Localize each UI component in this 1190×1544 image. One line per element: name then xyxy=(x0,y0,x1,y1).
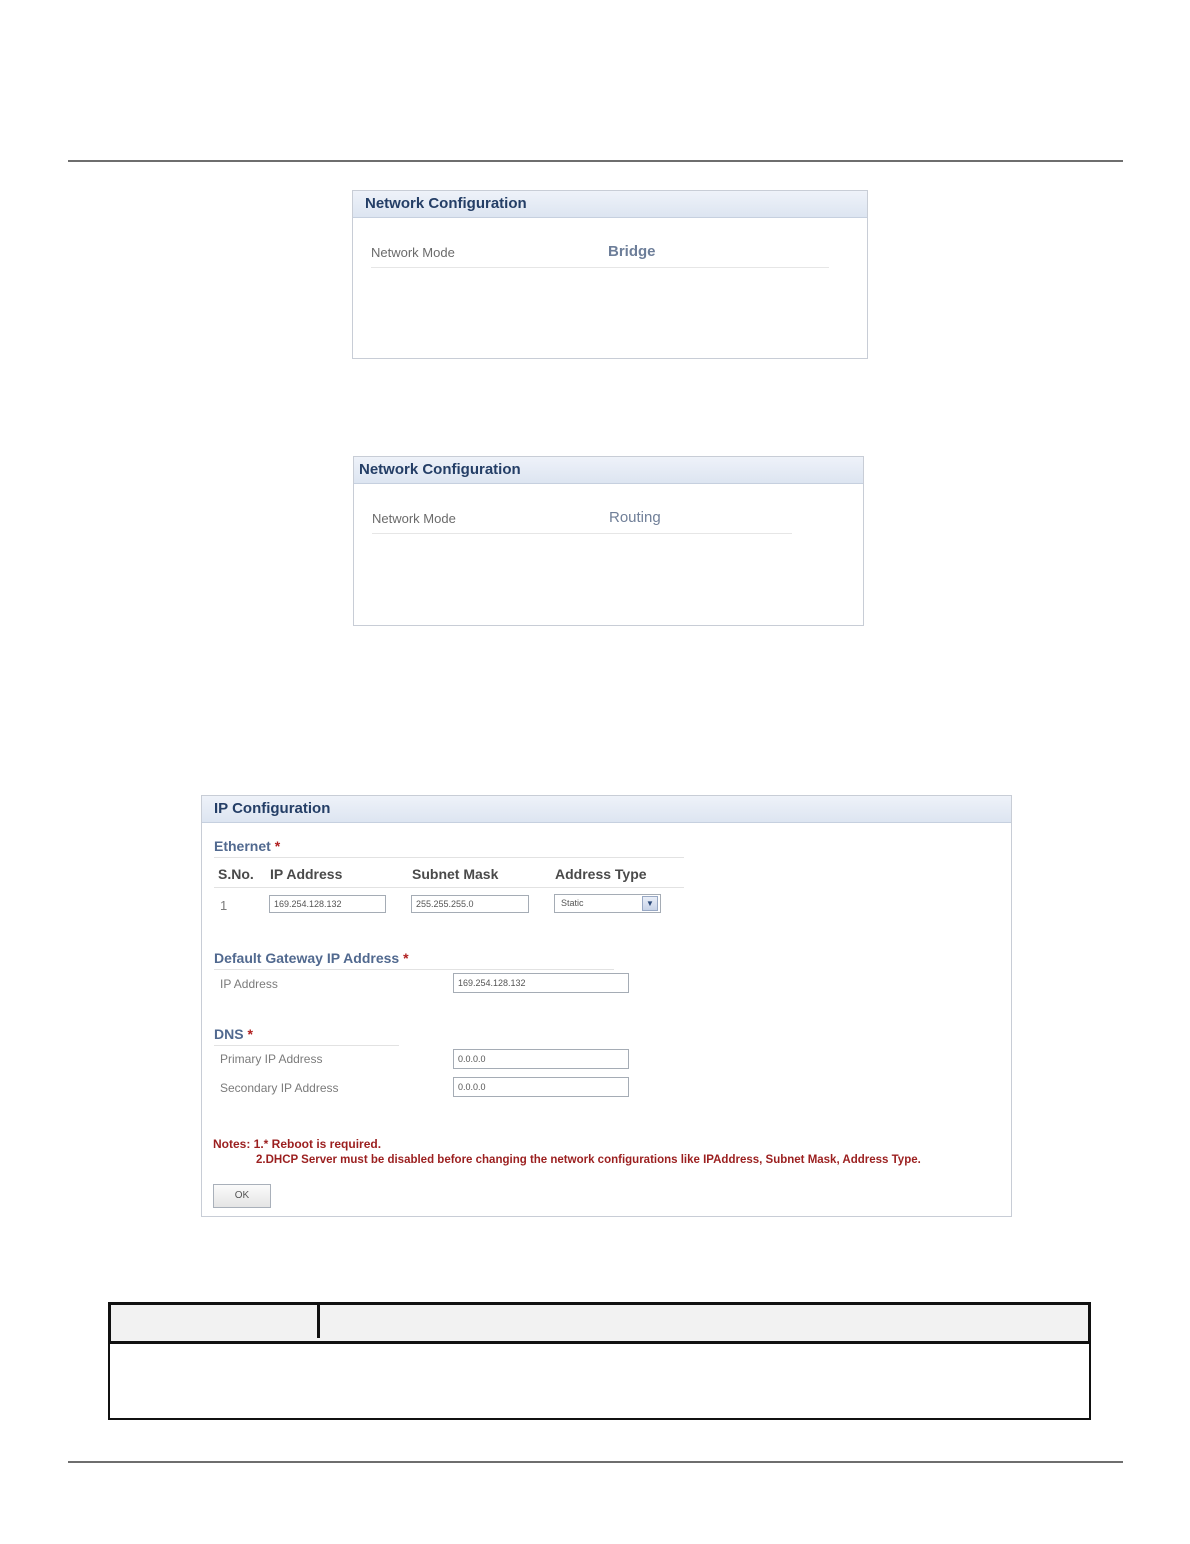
network-mode-label: Network Mode xyxy=(372,511,456,526)
primary-dns-input[interactable] xyxy=(453,1049,629,1069)
gateway-ip-label: IP Address xyxy=(220,977,278,991)
gateway-heading-text: Default Gateway IP Address xyxy=(214,950,400,966)
panel-title: Network Configuration xyxy=(354,457,863,484)
address-type-value: Static xyxy=(561,898,584,908)
secondary-dns-input[interactable] xyxy=(453,1077,629,1097)
table-header-divider xyxy=(317,1302,320,1338)
section-divider xyxy=(214,857,684,858)
network-mode-value: Routing xyxy=(609,509,661,526)
required-mark: * xyxy=(403,950,409,966)
gateway-ip-input[interactable] xyxy=(453,973,629,993)
info-table xyxy=(108,1302,1091,1418)
dns-heading xyxy=(214,1026,253,1042)
ethernet-ip-input[interactable] xyxy=(269,895,386,913)
network-mode-row xyxy=(371,239,829,268)
row-sno: 1 xyxy=(220,898,228,913)
primary-dns-label: Primary IP Address xyxy=(220,1052,323,1066)
table-body xyxy=(108,1344,1091,1420)
subnet-mask-input[interactable] xyxy=(411,895,529,913)
section-divider xyxy=(214,1045,399,1046)
network-mode-value: Bridge xyxy=(608,243,656,260)
column-subnet-mask: Subnet Mask xyxy=(412,866,499,882)
table-header xyxy=(108,1302,1091,1344)
notes-line-1: Notes: 1.* Reboot is required. xyxy=(213,1137,382,1151)
top-rule xyxy=(68,160,1123,162)
address-type-select[interactable] xyxy=(554,894,661,913)
ethernet-heading xyxy=(214,838,280,854)
panel-title: IP Configuration xyxy=(202,796,1011,823)
header-divider xyxy=(214,887,684,888)
gateway-heading xyxy=(214,950,409,966)
section-divider xyxy=(214,969,614,970)
panel-title: Network Configuration xyxy=(353,191,867,218)
network-config-panel-routing xyxy=(353,456,864,626)
ok-button[interactable]: OK xyxy=(213,1184,271,1208)
required-mark: * xyxy=(274,838,281,854)
required-mark: * xyxy=(247,1026,253,1042)
column-address-type: Address Type xyxy=(555,866,647,882)
bottom-rule xyxy=(68,1461,1123,1463)
dns-heading-text: DNS xyxy=(214,1026,244,1042)
ethernet-heading-text: Ethernet xyxy=(214,838,271,854)
chevron-down-icon[interactable]: ▼ xyxy=(642,896,658,911)
column-ip-address: IP Address xyxy=(270,866,343,882)
network-mode-label: Network Mode xyxy=(371,245,455,260)
ip-configuration-panel xyxy=(201,795,1012,1217)
column-sno: S.No. xyxy=(218,866,254,882)
secondary-dns-label: Secondary IP Address xyxy=(220,1081,339,1095)
notes-line-2: 2.DHCP Server must be disabled before changing the network configurations like IPAddress, Subnet Mask, Address Type. xyxy=(256,1154,921,1166)
network-mode-row xyxy=(372,505,792,534)
network-config-panel-bridge xyxy=(352,190,868,359)
